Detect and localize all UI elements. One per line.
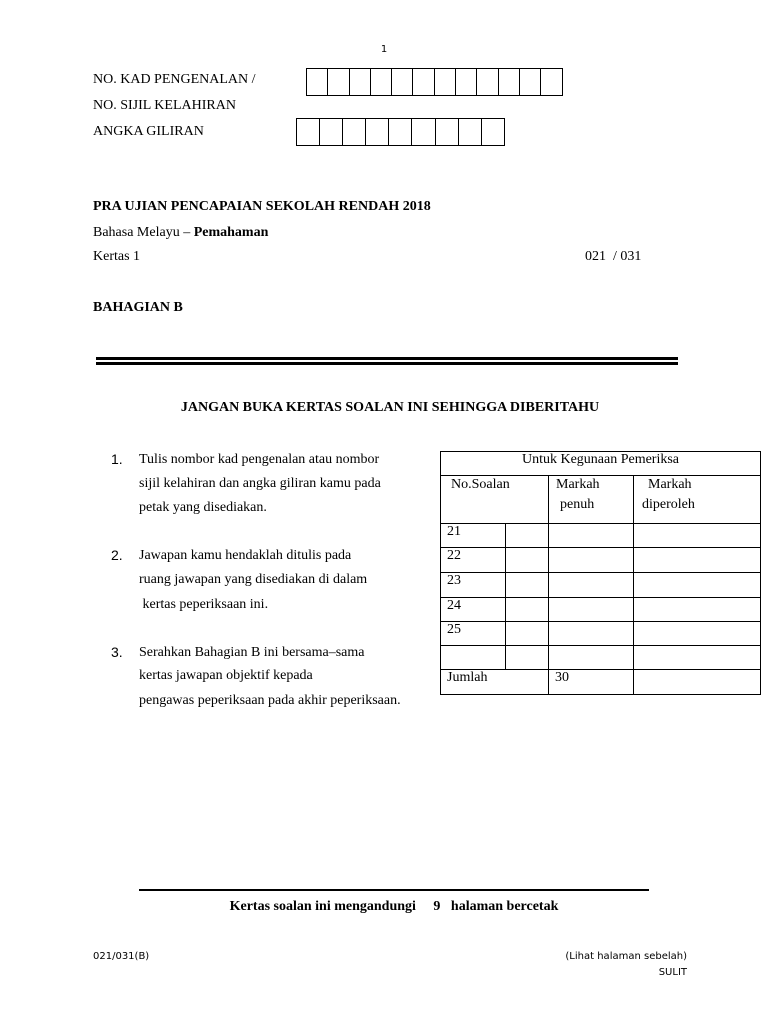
divider-top bbox=[96, 357, 678, 360]
obtained-marks-cell[interactable] bbox=[634, 622, 761, 646]
full-marks-cell bbox=[549, 646, 634, 670]
section-title: BAHAGIAN B bbox=[93, 300, 183, 315]
digit-box[interactable] bbox=[456, 69, 477, 95]
question-number-cell: 25 bbox=[441, 622, 506, 646]
full-marks-cell bbox=[549, 622, 634, 646]
table-row bbox=[441, 524, 761, 548]
instruction-line: pengawas peperiksaan pada akhir peperiksaan. bbox=[139, 693, 401, 708]
subject-component: Pemahaman bbox=[193, 225, 269, 240]
table-row bbox=[441, 598, 761, 622]
instruction-number: 2. bbox=[111, 547, 123, 563]
obtained-marks-cell[interactable] bbox=[634, 548, 761, 573]
obtained-marks-header-line1: Markah bbox=[648, 477, 692, 492]
obtained-marks-cell[interactable] bbox=[634, 524, 761, 548]
paper-code: 021 / 031 bbox=[585, 249, 642, 264]
instruction-line: kertas jawapan objektif kepada bbox=[139, 668, 313, 683]
digit-box[interactable] bbox=[459, 119, 482, 145]
instruction-line: sijil kelahiran dan angka giliran kamu pada bbox=[139, 476, 381, 491]
ic-label-line1: NO. KAD PENGENALAN / bbox=[93, 72, 256, 87]
full-marks-header-line1: Markah bbox=[556, 477, 600, 492]
paper-code-footer: 021/031(B) bbox=[93, 951, 150, 962]
digit-box[interactable] bbox=[392, 69, 413, 95]
total-full-marks-cell: 30 bbox=[549, 670, 634, 695]
warning-heading: JANGAN BUKA KERTAS SOALAN INI SEHINGGA DIBERITAHU bbox=[180, 400, 600, 415]
total-obtained-cell[interactable] bbox=[634, 670, 761, 695]
question-mark-cell[interactable] bbox=[506, 598, 549, 622]
next-page-note: (Lihat halaman sebelah) bbox=[565, 951, 687, 962]
instruction-line: ruang jawapan yang disediakan di dalam bbox=[139, 572, 368, 587]
table-row bbox=[441, 646, 761, 670]
table-row bbox=[441, 573, 761, 598]
page-count-text-prefix: Kertas soalan ini mengandungi bbox=[229, 899, 416, 914]
digit-box[interactable] bbox=[520, 69, 541, 95]
question-mark-cell[interactable] bbox=[506, 524, 549, 548]
examiner-marks-table bbox=[440, 451, 761, 695]
obtained-marks-cell[interactable] bbox=[634, 646, 761, 670]
digit-box[interactable] bbox=[366, 119, 389, 145]
subject-line bbox=[93, 225, 268, 241]
index-number-label: ANGKA GILIRAN bbox=[93, 124, 204, 139]
obtained-marks-cell[interactable] bbox=[634, 598, 761, 622]
ic-label-line2: NO. SIJIL KELAHIRAN bbox=[93, 98, 236, 113]
instruction-line: Tulis nombor kad pengenalan atau nombor bbox=[139, 452, 380, 467]
total-label-cell: Jumlah bbox=[441, 670, 549, 695]
index-number-boxes[interactable] bbox=[296, 118, 505, 146]
instruction-line: petak yang disediakan. bbox=[139, 500, 267, 515]
digit-box[interactable] bbox=[307, 69, 328, 95]
instruction-line: Serahkan Bahagian B ini bersama–sama bbox=[139, 645, 365, 660]
page-number: 1 bbox=[380, 44, 388, 55]
question-number-cell: 24 bbox=[441, 598, 506, 622]
total-row bbox=[441, 670, 761, 695]
divider-bottom bbox=[96, 362, 678, 365]
question-mark-cell[interactable] bbox=[506, 573, 549, 598]
question-mark-cell[interactable] bbox=[506, 646, 549, 670]
digit-box[interactable] bbox=[436, 119, 459, 145]
digit-box[interactable] bbox=[350, 69, 371, 95]
question-number-cell: 23 bbox=[441, 573, 506, 598]
examiner-table-title: Untuk Kegunaan Pemeriksa bbox=[441, 452, 761, 476]
instruction-number: 3. bbox=[111, 644, 123, 660]
full-marks-cell bbox=[549, 598, 634, 622]
obtained-marks-header bbox=[634, 476, 761, 524]
digit-box[interactable] bbox=[328, 69, 349, 95]
digit-box[interactable] bbox=[413, 69, 434, 95]
digit-box[interactable] bbox=[435, 69, 456, 95]
instruction-line: kertas peperiksaan ini. bbox=[139, 597, 269, 612]
digit-box[interactable] bbox=[371, 69, 392, 95]
page-count-text-suffix: halaman bercetak bbox=[450, 899, 559, 914]
question-mark-cell[interactable] bbox=[506, 622, 549, 646]
table-row bbox=[441, 622, 761, 646]
digit-box[interactable] bbox=[320, 119, 343, 145]
digit-box[interactable] bbox=[297, 119, 320, 145]
instruction-number: 1. bbox=[111, 451, 123, 467]
question-mark-cell[interactable] bbox=[506, 548, 549, 573]
question-column-header bbox=[441, 476, 549, 524]
full-marks-header bbox=[549, 476, 634, 524]
digit-box[interactable] bbox=[482, 119, 505, 145]
page-count-number: 9 bbox=[433, 899, 441, 914]
ic-number-boxes[interactable] bbox=[306, 68, 563, 96]
question-number-cell: 21 bbox=[441, 524, 506, 548]
instruction-line: Jawapan kamu hendaklah ditulis pada bbox=[139, 548, 352, 563]
subject-name: Bahasa Melayu – bbox=[93, 225, 194, 240]
footer-divider bbox=[139, 889, 649, 891]
full-marks-cell bbox=[549, 548, 634, 573]
digit-box[interactable] bbox=[499, 69, 520, 95]
digit-box[interactable] bbox=[412, 119, 435, 145]
digit-box[interactable] bbox=[389, 119, 412, 145]
digit-box[interactable] bbox=[477, 69, 498, 95]
page-count-statement bbox=[0, 899, 768, 915]
table-row bbox=[441, 548, 761, 573]
paper-label: Kertas 1 bbox=[93, 249, 141, 264]
classification-label: SULIT bbox=[658, 967, 687, 978]
full-marks-cell bbox=[549, 573, 634, 598]
digit-box[interactable] bbox=[343, 119, 366, 145]
question-number-cell: 22 bbox=[441, 548, 506, 573]
digit-box[interactable] bbox=[541, 69, 562, 95]
full-marks-cell bbox=[549, 524, 634, 548]
question-number-cell bbox=[441, 646, 506, 670]
question-header-text: No.Soalan bbox=[451, 477, 510, 492]
obtained-marks-header-line2: diperoleh bbox=[642, 497, 695, 512]
obtained-marks-cell[interactable] bbox=[634, 573, 761, 598]
exam-title: PRA UJIAN PENCAPAIAN SEKOLAH RENDAH 2018 bbox=[93, 199, 431, 214]
full-marks-header-line2: penuh bbox=[560, 497, 595, 512]
